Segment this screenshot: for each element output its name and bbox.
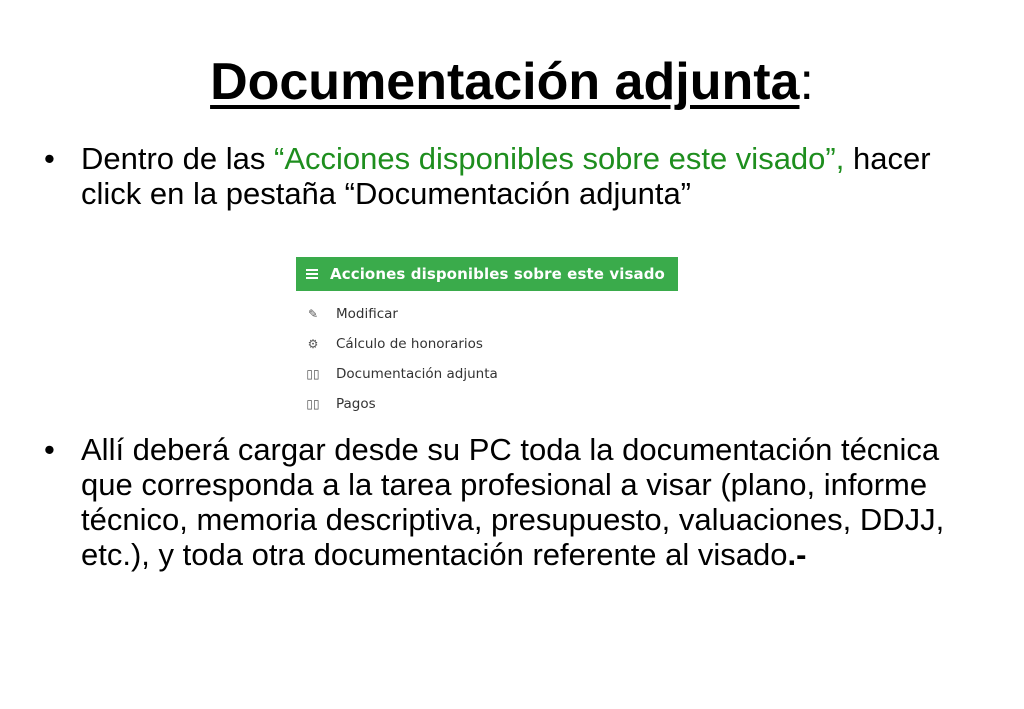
menu-item-label: Modificar bbox=[336, 306, 398, 322]
bullet-item-1 bbox=[40, 141, 990, 211]
menu-item-label: Cálculo de honorarios bbox=[336, 336, 483, 352]
bullet-text bbox=[81, 432, 990, 572]
actions-menu-header-label: Acciones disponibles sobre este visado bbox=[330, 265, 665, 283]
bullet-lead-text: Dentro de las bbox=[81, 141, 274, 176]
actions-menu bbox=[296, 257, 678, 419]
hamburger-icon bbox=[306, 269, 318, 279]
menu-item-label: Documentación adjunta bbox=[336, 366, 498, 382]
menu-item-documentacion-adjunta[interactable] bbox=[306, 359, 678, 389]
slide-title-colon: : bbox=[799, 53, 814, 111]
bullet-item-2 bbox=[40, 432, 990, 572]
pencil-icon: ✎ bbox=[307, 307, 319, 321]
menu-item-pagos[interactable] bbox=[306, 389, 678, 419]
missing-glyph-icon: ▯▯ bbox=[306, 397, 320, 411]
menu-item-modificar[interactable] bbox=[306, 299, 678, 329]
bullet-marker: • bbox=[44, 432, 55, 467]
slide-title bbox=[0, 50, 1024, 114]
bullet-text bbox=[81, 141, 990, 211]
slide-title-text: Documentación adjunta bbox=[210, 53, 800, 111]
bullet-end-mark: .- bbox=[787, 537, 807, 572]
menu-item-label: Pagos bbox=[336, 396, 376, 412]
bullet-tail-text: hacer click en la pestaña “Documentación adjunta” bbox=[81, 141, 931, 211]
missing-glyph-icon: ▯▯ bbox=[306, 367, 320, 381]
menu-item-calculo-honorarios[interactable] bbox=[306, 329, 678, 359]
actions-menu-list bbox=[296, 291, 678, 419]
bullet-body-text: Allí deberá cargar desde su PC toda la documentación técnica que corresponda a la tarea profesional a visar (plano, informe técnico, memoria descriptiva, presupuesto, valuaciones, DDJJ, etc.), y toda otra documentación referente al visado bbox=[81, 432, 945, 572]
bullet-highlight-text: “Acciones disponibles sobre este visado”, bbox=[274, 141, 845, 176]
actions-menu-header[interactable] bbox=[296, 257, 678, 291]
gear-icon: ⚙ bbox=[307, 337, 319, 351]
bullet-marker: • bbox=[44, 141, 55, 176]
